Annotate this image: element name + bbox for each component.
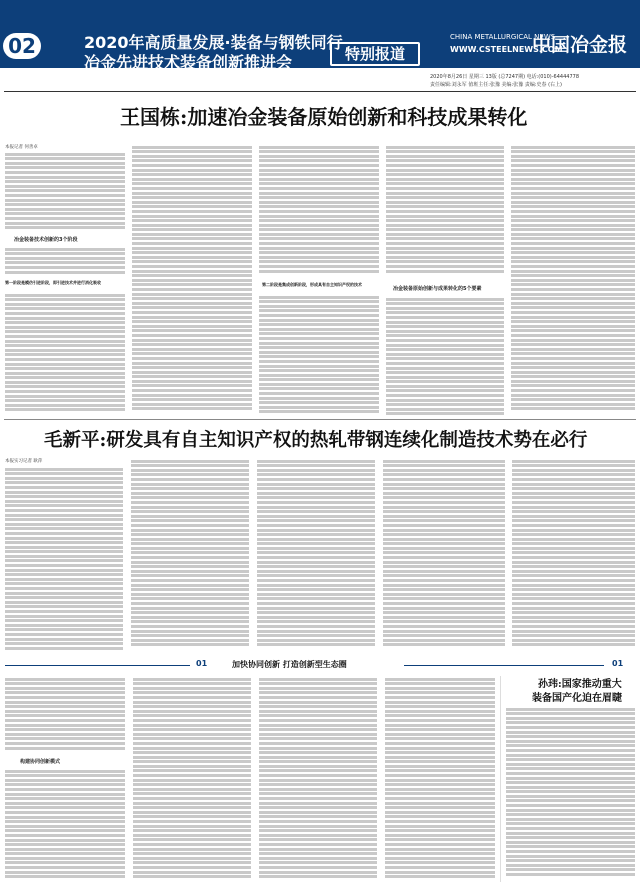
section-bar-right-marker: 01 [612, 659, 624, 668]
article1-col2-text [132, 144, 252, 416]
newspaper-website[interactable]: WWW.CSTEELNEWS.COM [450, 45, 563, 54]
article2-col2-text [131, 458, 249, 652]
masthead-title-line1: 2020年高质量发展·装备与钢铁同行 [84, 33, 343, 52]
article4-headline-line2: 装备国产化迫在眉睫 [532, 693, 622, 704]
article1-col4-text-b [386, 296, 504, 416]
article4-text [506, 706, 635, 882]
dateline-editors: 责任编辑:刘永军 值班主任:张豫 美编:张豫 责编:史春 (右上) [430, 82, 562, 88]
article2-col3-text [257, 458, 375, 652]
article2-headline: 毛新平:研发具有自主知识产权的热轧带钢连续化制造技术势在必行 [44, 430, 588, 451]
article2-col4-text [383, 458, 505, 652]
article3-col4-text [385, 676, 495, 882]
section-bar-right-line [404, 665, 604, 666]
article4-headline-line1: 孙玮:国家推动重大 [538, 679, 622, 690]
section-bar-title [232, 659, 347, 672]
article1-byline: 本报记者 何善卓 [5, 145, 38, 150]
article3-col1-text [5, 676, 125, 752]
article1-subhead-3: 第二阶段是集成创新阶段，形成具有自主知识产权的技术 [262, 282, 362, 287]
newspaper-english-name: CHINA METALLURGICAL NEWS [450, 33, 556, 41]
article1-subhead-4: 冶金装备原始创新与成果转化的5个要素 [393, 286, 482, 292]
article1-col3-text-b [259, 294, 379, 416]
section-bar-left-marker: 01 [196, 659, 208, 668]
page-number-badge: 02 [3, 33, 41, 59]
article2-col1-text [5, 466, 123, 652]
section-bar-title-text: 加快协同创新 打造创新型生态圈 [232, 660, 347, 669]
article1-subhead-1: 冶金装备技术创新的3个阶段 [14, 237, 78, 243]
article2-byline: 本报实习记者 耿萍 [5, 459, 43, 464]
article4-divider [500, 676, 501, 882]
article3-col2-text [133, 676, 251, 882]
article1-subhead-2: 第一阶段是模仿引进阶段，即引进技术并进行消化吸收 [5, 280, 101, 285]
section-bar-left-line [5, 665, 190, 666]
dateline-date: 2020年8月26日 星期三 13版 (总7247期) 电话:(010)-64444778 [430, 74, 579, 80]
article1-headline: 王国栋:加速冶金装备原始创新和科技成果转化 [120, 105, 528, 129]
masthead-banner [0, 0, 640, 72]
article1-col3-text [259, 144, 379, 274]
article3-subhead: 构建协同创新模式 [20, 759, 61, 765]
top-rule [4, 91, 636, 92]
article1-col1-text-c [5, 292, 125, 416]
newspaper-logo: 中国冶金报 [532, 34, 628, 56]
article2-col5-text [512, 458, 635, 652]
masthead-title-line2: 冶金先进技术装备创新推进会 [84, 53, 293, 72]
article3-col1-text-b [5, 768, 125, 882]
article1-col1-text [5, 151, 125, 231]
article1-bottom-rule [4, 419, 636, 420]
article1-col1-text-b [5, 246, 125, 276]
article1-col4-text [386, 144, 504, 274]
dateline [430, 73, 635, 89]
article3-col3-text [259, 676, 377, 882]
article1-col5-text [511, 144, 635, 416]
special-report-label: 特别报道 [330, 42, 420, 66]
